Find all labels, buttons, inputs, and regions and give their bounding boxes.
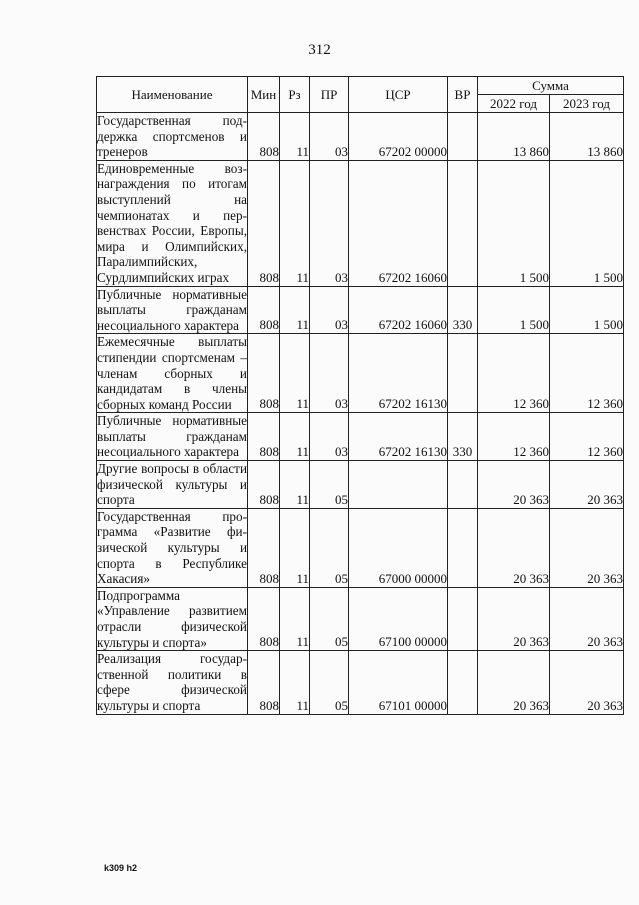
row-pr: 03 <box>310 334 349 413</box>
row-csr <box>349 461 448 509</box>
footer-code: k309 h2 <box>104 863 138 873</box>
table-row <box>97 286 624 334</box>
row-pr: 05 <box>310 461 349 509</box>
row-csr: 67000 00000 <box>349 508 448 587</box>
row-pr: 05 <box>310 651 349 714</box>
row-min: 808 <box>248 160 280 286</box>
header-min: Мин <box>248 77 280 113</box>
table-row <box>97 113 624 161</box>
header-pr: ПР <box>310 77 349 113</box>
row-vr <box>448 508 478 587</box>
row-min: 808 <box>248 413 280 461</box>
header-vr: ВР <box>448 77 478 113</box>
row-min: 808 <box>248 587 280 650</box>
table-row <box>97 587 624 650</box>
row-rz: 11 <box>280 413 310 461</box>
row-name: Публичные нормативные выплаты гражданам несоциального характера <box>97 286 247 333</box>
row-sum-2023: 12 360 <box>550 334 624 413</box>
row-sum-2023: 20 363 <box>550 508 624 587</box>
header-year-2022: 2022 год <box>478 95 550 113</box>
row-min: 808 <box>248 286 280 334</box>
row-rz: 11 <box>280 508 310 587</box>
table-row <box>97 508 624 587</box>
row-rz: 11 <box>280 334 310 413</box>
row-name: Подпрограмма «Управление развитием отрасли физической культуры и спорта» <box>97 587 247 650</box>
row-rz: 11 <box>280 286 310 334</box>
row-pr: 03 <box>310 413 349 461</box>
row-csr: 67202 16130 <box>349 334 448 413</box>
row-min: 808 <box>248 113 280 161</box>
row-sum-2022: 1 500 <box>478 160 550 286</box>
row-pr: 05 <box>310 508 349 587</box>
table-row <box>97 461 624 509</box>
row-pr: 05 <box>310 587 349 650</box>
header-sum: Сумма <box>478 77 624 95</box>
row-min: 808 <box>248 334 280 413</box>
row-vr <box>448 587 478 650</box>
budget-table <box>96 76 624 715</box>
row-vr <box>448 113 478 161</box>
row-pr: 03 <box>310 113 349 161</box>
row-vr <box>448 651 478 714</box>
row-rz: 11 <box>280 587 310 650</box>
row-rz: 11 <box>280 160 310 286</box>
row-vr <box>448 461 478 509</box>
row-name: Другие вопросы в области физической культуры и спорта <box>97 461 247 508</box>
header-rz: Рз <box>280 77 310 113</box>
table-row <box>97 413 624 461</box>
row-min: 808 <box>248 508 280 587</box>
header-year-2023: 2023 год <box>550 95 624 113</box>
row-sum-2022: 20 363 <box>478 651 550 714</box>
row-sum-2022: 20 363 <box>478 461 550 509</box>
page-number: 312 <box>308 42 331 58</box>
row-name: Государственная поддержка спортсменов и тренеров <box>97 113 247 160</box>
row-vr <box>448 160 478 286</box>
header-name: Наименование <box>97 77 248 113</box>
row-vr <box>448 334 478 413</box>
row-csr: 67101 00000 <box>349 651 448 714</box>
row-sum-2023: 13 860 <box>550 113 624 161</box>
row-pr: 03 <box>310 160 349 286</box>
row-sum-2023: 1 500 <box>550 160 624 286</box>
row-csr: 67202 16060 <box>349 160 448 286</box>
row-min: 808 <box>248 651 280 714</box>
row-name: Государственная программа «Развитие физической культуры и спорта в Республике Хакасия» <box>97 508 247 587</box>
row-sum-2022: 12 360 <box>478 413 550 461</box>
row-vr: 330 <box>448 286 478 334</box>
row-pr: 03 <box>310 286 349 334</box>
row-sum-2022: 13 860 <box>478 113 550 161</box>
row-vr: 330 <box>448 413 478 461</box>
table-row <box>97 334 624 413</box>
row-sum-2022: 1 500 <box>478 286 550 334</box>
row-name: Публичные нормативные выплаты гражданам несоциального характера <box>97 413 247 460</box>
row-sum-2023: 20 363 <box>550 587 624 650</box>
row-csr: 67202 16130 <box>349 413 448 461</box>
row-sum-2023: 1 500 <box>550 286 624 334</box>
row-sum-2023: 20 363 <box>550 461 624 509</box>
row-sum-2023: 12 360 <box>550 413 624 461</box>
table-row <box>97 160 624 286</box>
row-sum-2022: 20 363 <box>478 587 550 650</box>
row-rz: 11 <box>280 113 310 161</box>
row-sum-2022: 12 360 <box>478 334 550 413</box>
row-name: Реализация государственной политики в сфере физической культуры и спорта <box>97 651 247 713</box>
header-csr: ЦСР <box>349 77 448 113</box>
row-rz: 11 <box>280 651 310 714</box>
row-name: Ежемесячные выплаты стипендии спортсменам – членам сборных и кандидатам в члены сборных команд России <box>97 334 247 412</box>
row-name: Единовременные вознаграждения по итогам выступлений на чемпионатах и первенствах России, Европы, мира и Олимпийских, Паралимпийских, Сурдлимпийских играх <box>97 160 247 285</box>
row-rz: 11 <box>280 461 310 509</box>
table-row <box>97 651 624 714</box>
row-csr: 67100 00000 <box>349 587 448 650</box>
row-sum-2023: 20 363 <box>550 651 624 714</box>
row-min: 808 <box>248 461 280 509</box>
row-csr: 67202 16060 <box>349 286 448 334</box>
row-csr: 67202 00000 <box>349 113 448 161</box>
row-sum-2022: 20 363 <box>478 508 550 587</box>
